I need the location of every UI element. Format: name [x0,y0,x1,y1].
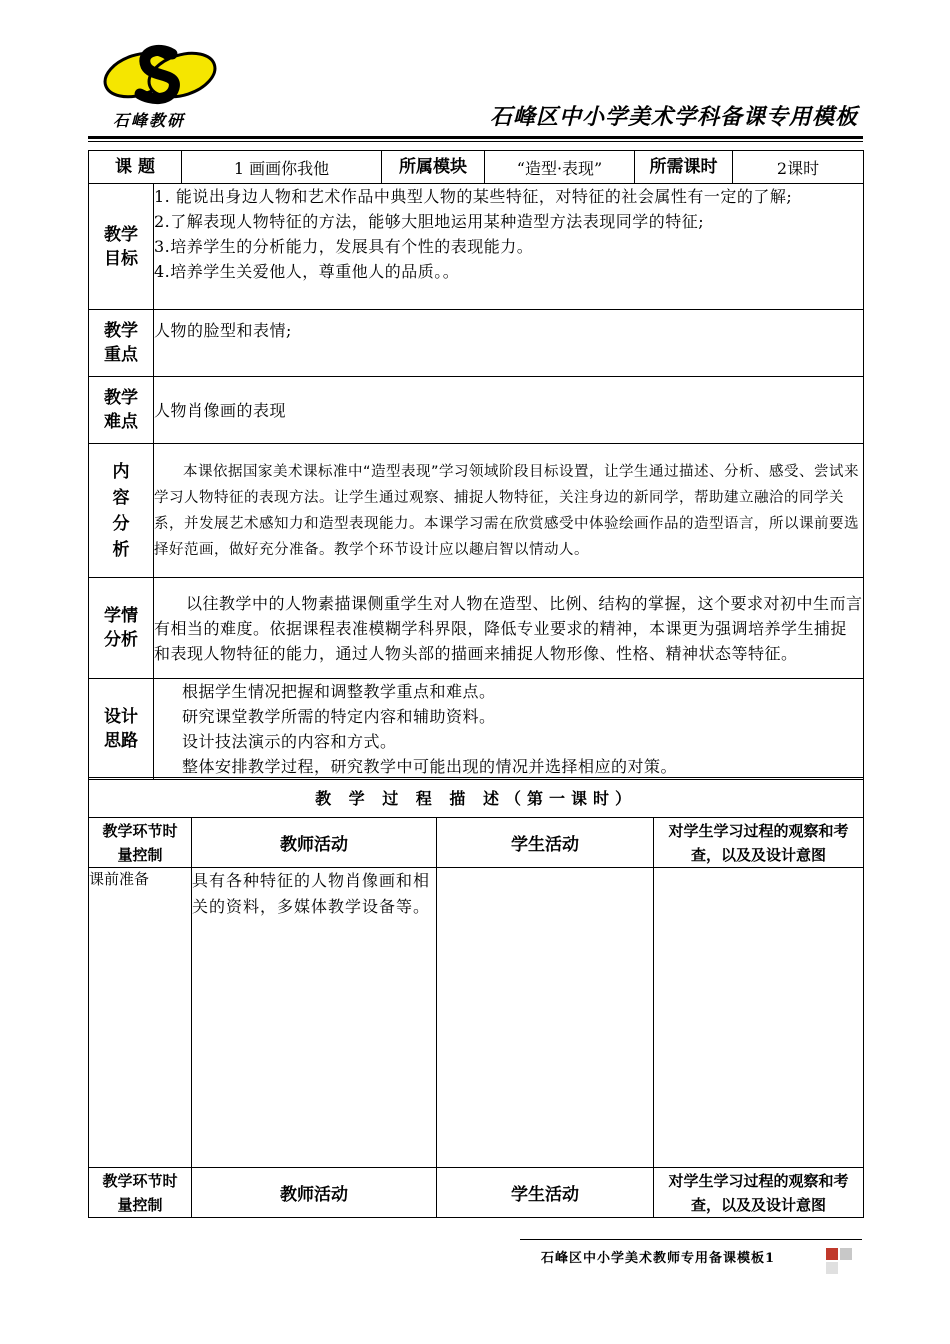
footer-text: 石峰区中小学美术教师专用备课模板1 [541,1251,776,1266]
process-title: 教 学 过 程 描 述（第一课时） [89,778,864,818]
logo-text: 石峰教研 [113,111,186,130]
difficulties-content: 人物肖像画的表现 [154,377,864,444]
goals-row [89,184,864,310]
footer-square-icon [826,1248,838,1260]
header-observation-text: 对学生学习过程的观察和考查，以及及设计意图 [668,821,849,864]
student-analysis-label [89,578,154,679]
goals-label-text: 教学目标 [104,224,138,269]
topic-label: 课 题 [89,151,182,184]
design-item: 研究课堂教学所需的特定内容和辅助资料。 [182,707,496,726]
content-analysis-content: 本课依据国家美术课标准中“造型表现”学习领域阶段目标设置，让学生通过描述、分析、感受、尝试来学习人物特征的表现方法。让学生通过观察、捕捉人物特征，关注身边的新同学，帮助建立融洽的同学关系，并发展艺术感知力和造型表现能力。本课学习需在欣赏感受中体验绘画作品的造型语言，所以课前要选择好范画，做好充分准备。教学个环节设计应以趣启智以情动人。 [154,444,864,578]
key-points-row [89,310,864,377]
goal-item: 2.了解表现人物特征的方法，能够大胆地运用某种造型方法表现同学的特征; [154,212,705,231]
design-item: 整体安排教学过程，研究教学中可能出现的情况并选择相应的对策。 [182,757,678,776]
student-analysis-row [89,578,864,679]
hours-label: 所需课时 [635,151,733,184]
student-analysis-content: 以往教学中的人物素描课侧重学生对人物在造型、比例、结构的掌握，这个要求对初中生而言有相当的难度。依据课程表准模糊学科界限，降低专业要求的精神，本课更为强调培养学生捕捉和表现人物特征的能力，通过人物头部的描画来捕捉人物形像、性格、精神状态等特征。 [154,578,864,679]
content-analysis-label-text: 内容分析 [112,461,130,560]
topic-value: 1 画画你我他 [182,151,382,184]
header-divider-thin [88,141,863,142]
process-header-row-repeat [89,1168,864,1218]
lesson-plan-table [88,150,864,780]
student-analysis-label-text: 学情分析 [104,606,138,650]
footer-square-icon [840,1248,852,1260]
key-points-label-text: 教学重点 [104,321,138,365]
process-header-row [89,818,864,868]
header-observation [654,1168,864,1218]
hours-value: 2课时 [733,151,864,184]
design-label-text: 设计思路 [104,707,138,751]
info-row [89,151,864,184]
process-title-row [89,778,864,818]
header-observation-text: 对学生学习过程的观察和考查，以及及设计意图 [668,1171,849,1214]
process-table [88,777,864,1218]
prep-label: 课前准备 [89,868,192,1168]
difficulties-label [89,377,154,444]
goal-item: 3.培养学生的分析能力，发展具有个性的表现能力。 [154,237,534,256]
key-points-content: 人物的脸型和表情; [154,310,864,377]
footer-square-icon [826,1262,838,1274]
header-teacher: 教师活动 [192,818,437,868]
header-stage [89,1168,192,1218]
goal-item: 4.培养学生关爱他人，尊重他人的品质。。 [154,262,460,281]
design-row [89,679,864,780]
design-content [154,679,864,780]
prep-teacher-activity: 具有各种特征的人物肖像画和相关的资料，多媒体教学设备等。 [192,868,437,1168]
module-label: 所属模块 [382,151,485,184]
design-item: 设计技法演示的内容和方式。 [182,732,397,751]
goals-content [154,184,864,310]
module-value: “造型·表现” [485,151,635,184]
header-student: 学生活动 [437,818,654,868]
goals-label [89,184,154,310]
process-prep-row [89,868,864,1168]
template-title: 石峰区中小学美术学科备课专用模板 [489,104,858,130]
header-observation [654,818,864,868]
header-teacher: 教师活动 [192,1168,437,1218]
design-item: 根据学生情况把握和调整教学重点和难点。 [182,682,496,701]
goal-item: 1. 能说出身边人物和艺术作品中典型人物的某些特征，对特征的社会属性有一定的了解; [154,187,793,206]
difficulties-label-text: 教学难点 [104,388,138,432]
key-points-label [89,310,154,377]
header-divider [88,136,863,139]
prep-observation [654,868,864,1168]
content-analysis-label [89,444,154,578]
content-analysis-row [89,444,864,578]
difficulties-row [89,377,864,444]
footer-divider [520,1239,862,1240]
design-label [89,679,154,780]
header-student: 学生活动 [437,1168,654,1218]
header-stage [89,818,192,868]
header-stage-text: 教学环节时量控制 [102,821,178,864]
prep-student-activity [437,868,654,1168]
header-stage-text: 教学环节时量控制 [102,1171,178,1214]
